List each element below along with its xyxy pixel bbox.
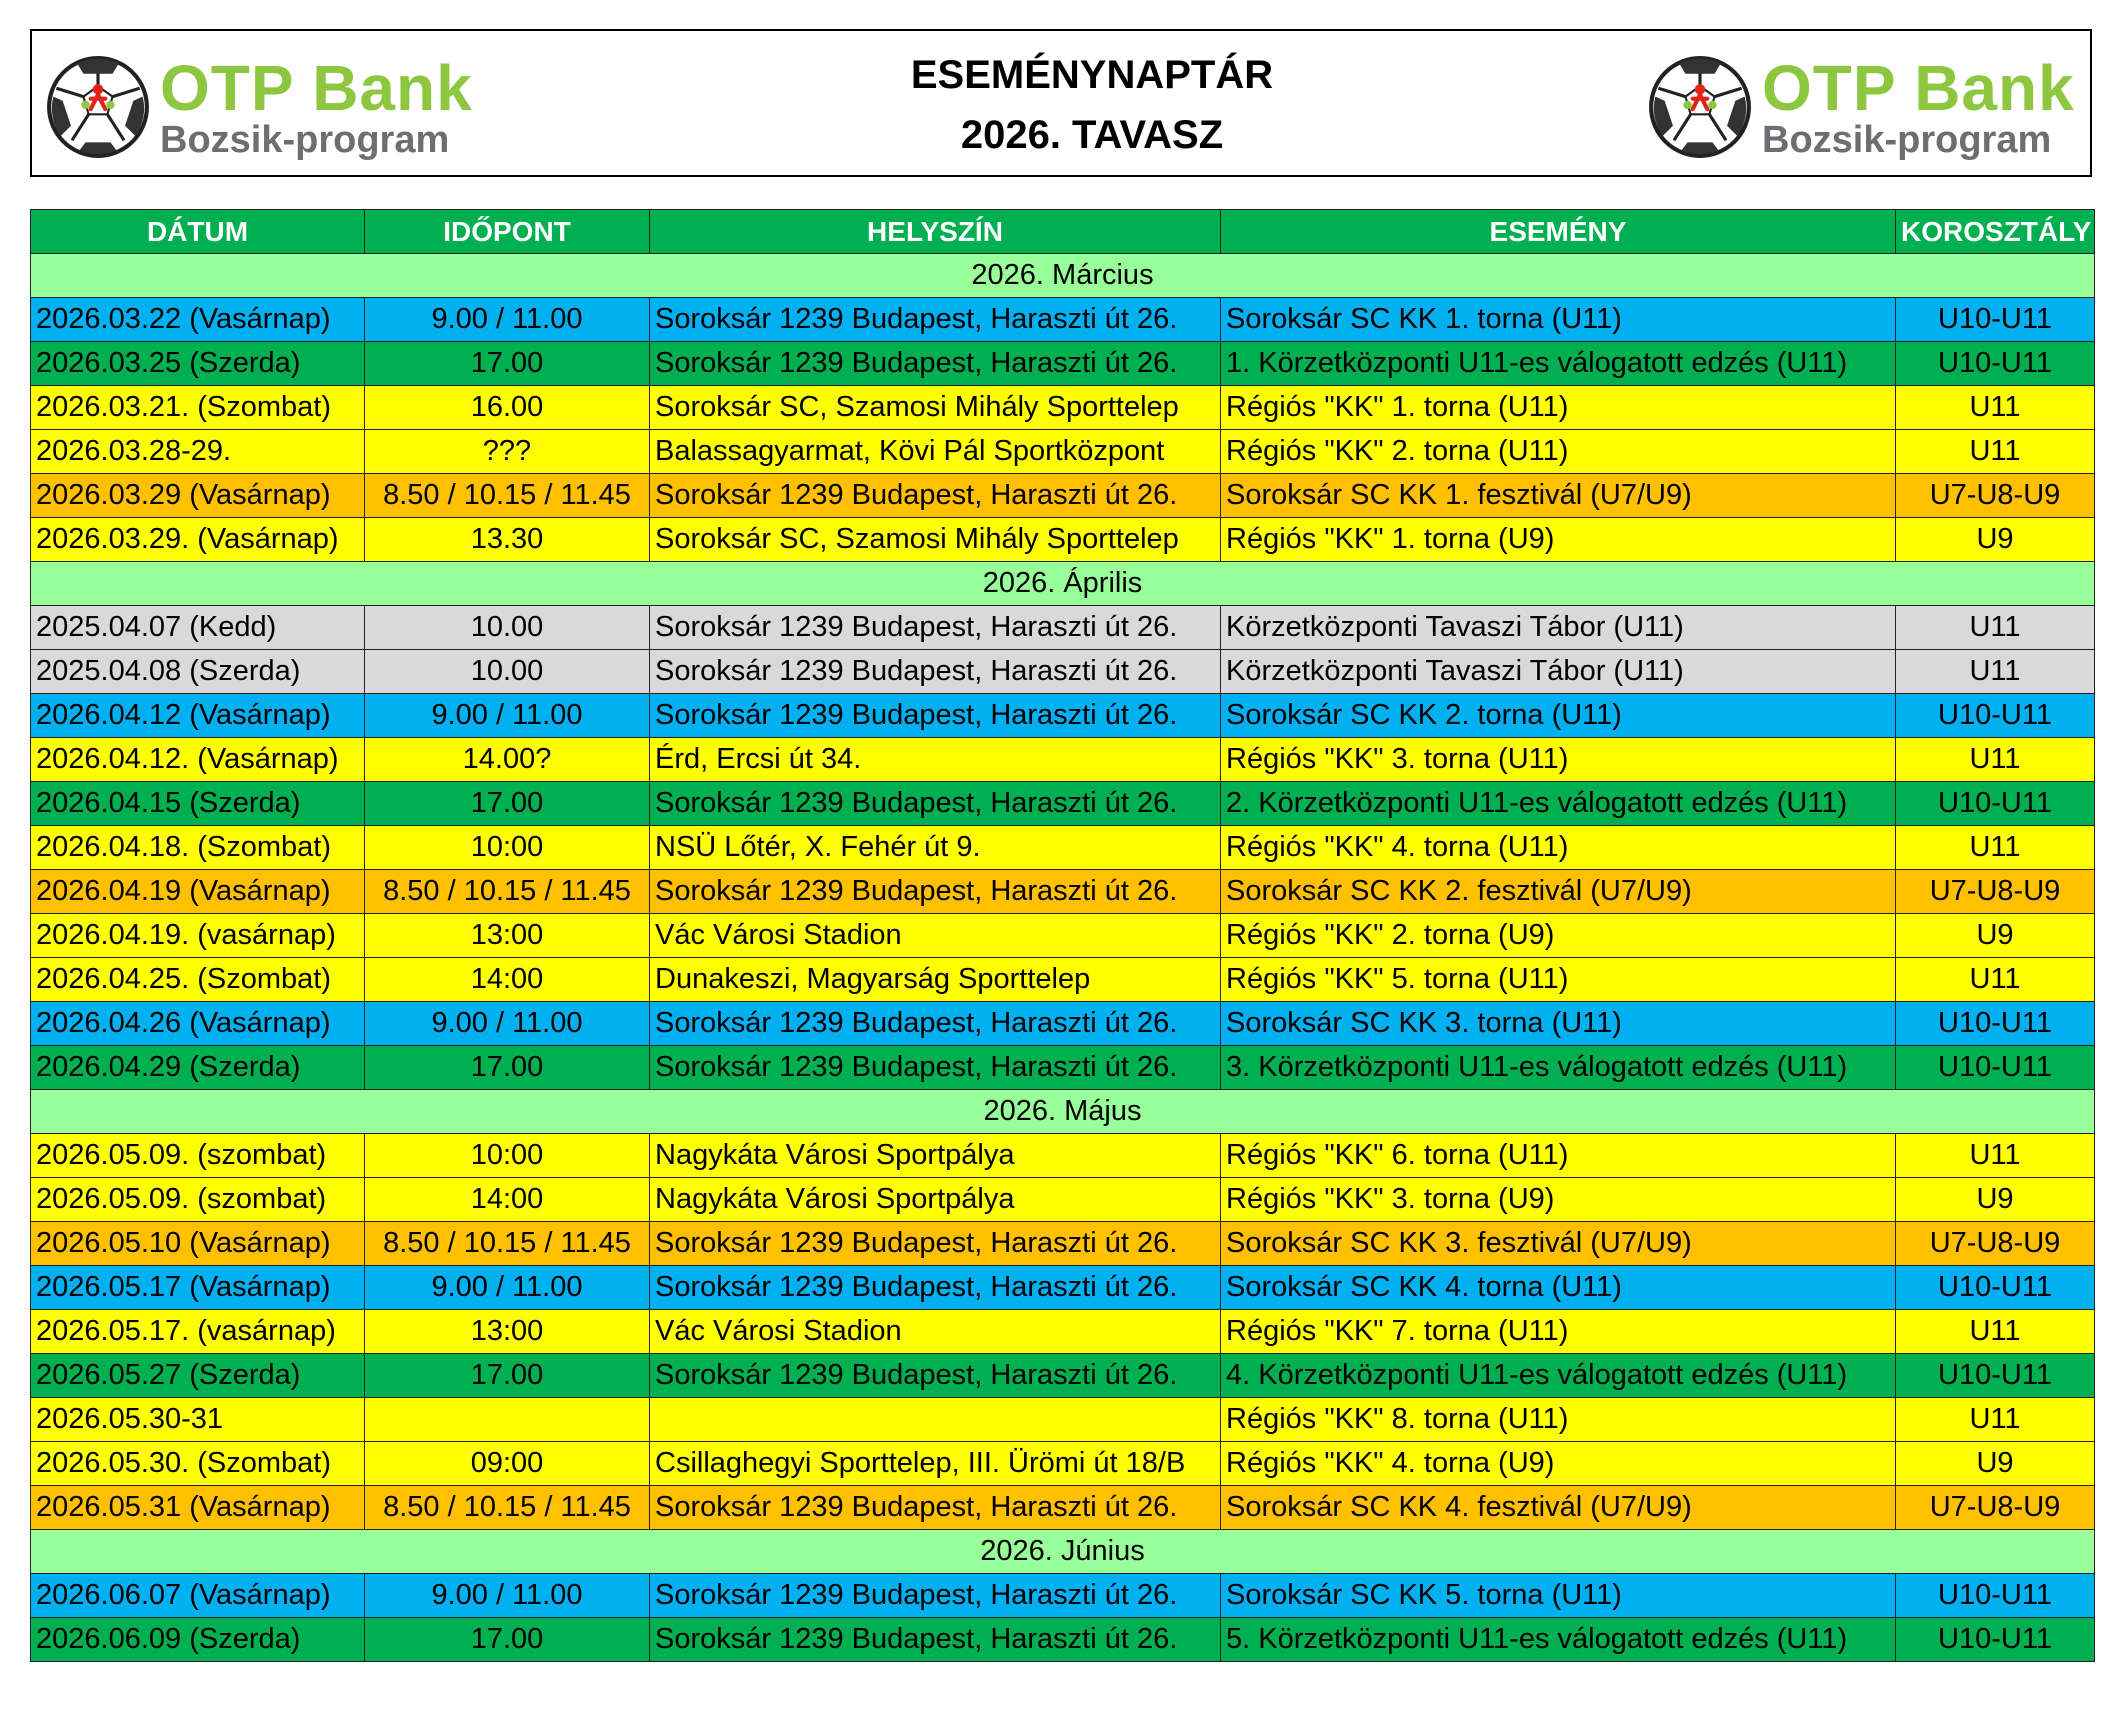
table-row	[31, 1178, 2095, 1222]
table-row	[31, 1222, 2095, 1266]
cell-date: 2026.06.09 (Szerda)	[31, 1618, 365, 1662]
cell-event: Soroksár SC KK 5. torna (U11)	[1221, 1574, 1896, 1618]
table-row	[31, 1398, 2095, 1442]
column-header-date: DÁTUM	[31, 210, 365, 254]
cell-event: Régiós "KK" 1. torna (U9)	[1221, 518, 1896, 562]
cell-date: 2026.05.17 (Vasárnap)	[31, 1266, 365, 1310]
cell-event: Régiós "KK" 4. torna (U11)	[1221, 826, 1896, 870]
table-row	[31, 606, 2095, 650]
cell-age-group: U11	[1896, 826, 2095, 870]
cell-date: 2026.04.29 (Szerda)	[31, 1046, 365, 1090]
column-header-event: ESEMÉNY	[1221, 210, 1896, 254]
table-row	[31, 430, 2095, 474]
cell-location: Soroksár 1239 Budapest, Haraszti út 26.	[650, 1222, 1221, 1266]
cell-event: Régiós "KK" 5. torna (U11)	[1221, 958, 1896, 1002]
cell-time	[365, 1398, 650, 1442]
cell-time: 9.00 / 11.00	[365, 1266, 650, 1310]
cell-event: Körzetközponti Tavaszi Tábor (U11)	[1221, 650, 1896, 694]
cell-date: 2026.04.12. (Vasárnap)	[31, 738, 365, 782]
cell-date: 2026.04.12 (Vasárnap)	[31, 694, 365, 738]
month-label: 2026. Március	[31, 254, 2095, 298]
cell-event: 1. Körzetközponti U11-es válogatott edzés (U11)	[1221, 342, 1896, 386]
cell-date: 2026.03.28-29.	[31, 430, 365, 474]
cell-age-group: U10-U11	[1896, 1002, 2095, 1046]
cell-age-group: U11	[1896, 386, 2095, 430]
column-header-age-group: KOROSZTÁLY	[1896, 210, 2095, 254]
cell-location: Soroksár 1239 Budapest, Haraszti út 26.	[650, 1486, 1221, 1530]
cell-location: Soroksár 1239 Budapest, Haraszti út 26.	[650, 1002, 1221, 1046]
cell-date: 2026.03.29 (Vasárnap)	[31, 474, 365, 518]
month-label: 2026. Május	[31, 1090, 2095, 1134]
cell-event: 3. Körzetközponti U11-es válogatott edzés (U11)	[1221, 1046, 1896, 1090]
table-row	[31, 1574, 2095, 1618]
cell-date: 2026.04.25. (Szombat)	[31, 958, 365, 1002]
cell-age-group: U11	[1896, 1398, 2095, 1442]
cell-event: Soroksár SC KK 3. torna (U11)	[1221, 1002, 1896, 1046]
soccer-ball-icon	[1648, 55, 1752, 159]
cell-age-group: U10-U11	[1896, 1574, 2095, 1618]
cell-location: Vác Városi Stadion	[650, 914, 1221, 958]
table-row	[31, 298, 2095, 342]
cell-age-group: U11	[1896, 430, 2095, 474]
cell-location: Soroksár SC, Szamosi Mihály Sporttelep	[650, 518, 1221, 562]
cell-time: 09:00	[365, 1442, 650, 1486]
cell-time: 17.00	[365, 1618, 650, 1662]
cell-event: 2. Körzetközponti U11-es válogatott edzés (U11)	[1221, 782, 1896, 826]
cell-event: Régiós "KK" 3. torna (U9)	[1221, 1178, 1896, 1222]
cell-location: NSÜ Lőtér, X. Fehér út 9.	[650, 826, 1221, 870]
cell-age-group: U11	[1896, 1310, 2095, 1354]
cell-location: Soroksár 1239 Budapest, Haraszti út 26.	[650, 606, 1221, 650]
cell-time: 10:00	[365, 1134, 650, 1178]
cell-location: Soroksár 1239 Budapest, Haraszti út 26.	[650, 1354, 1221, 1398]
cell-age-group: U10-U11	[1896, 1046, 2095, 1090]
cell-location: Soroksár 1239 Budapest, Haraszti út 26.	[650, 1266, 1221, 1310]
column-header-location: HELYSZÍN	[650, 210, 1221, 254]
table-row	[31, 474, 2095, 518]
cell-event: Régiós "KK" 3. torna (U11)	[1221, 738, 1896, 782]
cell-location: Soroksár 1239 Budapest, Haraszti út 26.	[650, 474, 1221, 518]
cell-time: 8.50 / 10.15 / 11.45	[365, 1222, 650, 1266]
page-subtitle: 2026. TAVASZ	[960, 113, 1224, 157]
header-box	[30, 29, 2092, 177]
cell-location: Nagykáta Városi Sportpálya	[650, 1134, 1221, 1178]
cell-age-group: U9	[1896, 914, 2095, 958]
cell-date: 2026.04.18. (Szombat)	[31, 826, 365, 870]
month-label: 2026. Június	[31, 1530, 2095, 1574]
table-row	[31, 826, 2095, 870]
cell-event: Régiós "KK" 8. torna (U11)	[1221, 1398, 1896, 1442]
table-row	[31, 1354, 2095, 1398]
cell-age-group: U7-U8-U9	[1896, 1222, 2095, 1266]
cell-age-group: U11	[1896, 958, 2095, 1002]
cell-date: 2026.05.09. (szombat)	[31, 1134, 365, 1178]
cell-age-group: U9	[1896, 1442, 2095, 1486]
table-row	[31, 1618, 2095, 1662]
table-body	[31, 254, 2095, 1662]
cell-date: 2026.05.17. (vasárnap)	[31, 1310, 365, 1354]
cell-event: Soroksár SC KK 4. fesztivál (U7/U9)	[1221, 1486, 1896, 1530]
cell-location: Soroksár 1239 Budapest, Haraszti út 26.	[650, 342, 1221, 386]
cell-time: 17.00	[365, 1046, 650, 1090]
cell-location	[650, 1398, 1221, 1442]
cell-location: Soroksár 1239 Budapest, Haraszti út 26.	[650, 1046, 1221, 1090]
cell-age-group: U7-U8-U9	[1896, 474, 2095, 518]
cell-event: Soroksár SC KK 1. torna (U11)	[1221, 298, 1896, 342]
table-header-row	[31, 210, 2095, 254]
cell-date: 2026.05.30. (Szombat)	[31, 1442, 365, 1486]
event-calendar-table	[30, 209, 2095, 1662]
cell-location: Dunakeszi, Magyarság Sporttelep	[650, 958, 1221, 1002]
month-separator-row	[31, 254, 2095, 298]
cell-age-group: U9	[1896, 518, 2095, 562]
cell-location: Soroksár SC, Szamosi Mihály Sporttelep	[650, 386, 1221, 430]
cell-date: 2026.03.25 (Szerda)	[31, 342, 365, 386]
table-row	[31, 1046, 2095, 1090]
cell-event: Soroksár SC KK 2. torna (U11)	[1221, 694, 1896, 738]
cell-age-group: U10-U11	[1896, 782, 2095, 826]
cell-age-group: U7-U8-U9	[1896, 1486, 2095, 1530]
cell-time: 10.00	[365, 606, 650, 650]
cell-age-group: U10-U11	[1896, 694, 2095, 738]
table-row	[31, 1266, 2095, 1310]
cell-date: 2025.04.08 (Szerda)	[31, 650, 365, 694]
cell-event: Soroksár SC KK 1. fesztivál (U7/U9)	[1221, 474, 1896, 518]
table-row	[31, 870, 2095, 914]
table-row	[31, 1486, 2095, 1530]
cell-time: 13:00	[365, 914, 650, 958]
cell-date: 2026.06.07 (Vasárnap)	[31, 1574, 365, 1618]
cell-location: Soroksár 1239 Budapest, Haraszti út 26.	[650, 1574, 1221, 1618]
table-row	[31, 650, 2095, 694]
brand-name: OTP Bank	[1762, 52, 2075, 124]
cell-time: 9.00 / 11.00	[365, 1574, 650, 1618]
cell-date: 2026.05.09. (szombat)	[31, 1178, 365, 1222]
cell-date: 2026.04.15 (Szerda)	[31, 782, 365, 826]
otp-bozsik-logo-right	[1648, 52, 2088, 165]
soccer-ball-icon	[46, 55, 150, 159]
cell-event: Soroksár SC KK 2. fesztivál (U7/U9)	[1221, 870, 1896, 914]
cell-location: Soroksár 1239 Budapest, Haraszti út 26.	[650, 1618, 1221, 1662]
table-row	[31, 1442, 2095, 1486]
table-row	[31, 694, 2095, 738]
cell-location: Soroksár 1239 Budapest, Haraszti út 26.	[650, 650, 1221, 694]
cell-date: 2026.03.21. (Szombat)	[31, 386, 365, 430]
cell-date: 2026.04.19. (vasárnap)	[31, 914, 365, 958]
cell-time: 14.00?	[365, 738, 650, 782]
cell-location: Soroksár 1239 Budapest, Haraszti út 26.	[650, 782, 1221, 826]
otp-bozsik-logo-left	[46, 52, 486, 165]
page-title: ESEMÉNYNAPTÁR	[910, 53, 1274, 97]
cell-time: 10:00	[365, 826, 650, 870]
cell-age-group: U11	[1896, 606, 2095, 650]
cell-event: Soroksár SC KK 4. torna (U11)	[1221, 1266, 1896, 1310]
cell-time: 8.50 / 10.15 / 11.45	[365, 474, 650, 518]
table-row	[31, 958, 2095, 1002]
cell-age-group: U10-U11	[1896, 1354, 2095, 1398]
program-name: Bozsik-program	[1762, 119, 2052, 161]
table-row	[31, 738, 2095, 782]
cell-age-group: U10-U11	[1896, 298, 2095, 342]
month-separator-row	[31, 1530, 2095, 1574]
cell-date: 2025.04.07 (Kedd)	[31, 606, 365, 650]
program-name: Bozsik-program	[160, 119, 450, 161]
cell-time: 13.30	[365, 518, 650, 562]
table-row	[31, 1134, 2095, 1178]
cell-event: 4. Körzetközponti U11-es válogatott edzés (U11)	[1221, 1354, 1896, 1398]
table-row	[31, 342, 2095, 386]
cell-location: Vác Városi Stadion	[650, 1310, 1221, 1354]
cell-time: 9.00 / 11.00	[365, 1002, 650, 1046]
cell-age-group: U9	[1896, 1178, 2095, 1222]
table-row	[31, 1002, 2095, 1046]
cell-event: Soroksár SC KK 3. fesztivál (U7/U9)	[1221, 1222, 1896, 1266]
cell-date: 2026.03.29. (Vasárnap)	[31, 518, 365, 562]
cell-time: 14:00	[365, 1178, 650, 1222]
cell-location: Nagykáta Városi Sportpálya	[650, 1178, 1221, 1222]
cell-location: Soroksár 1239 Budapest, Haraszti út 26.	[650, 870, 1221, 914]
cell-time: 9.00 / 11.00	[365, 694, 650, 738]
cell-time: 9.00 / 11.00	[365, 298, 650, 342]
cell-date: 2026.05.27 (Szerda)	[31, 1354, 365, 1398]
cell-time: 17.00	[365, 342, 650, 386]
cell-age-group: U11	[1896, 1134, 2095, 1178]
cell-event: 5. Körzetközponti U11-es válogatott edzés (U11)	[1221, 1618, 1896, 1662]
cell-date: 2026.05.10 (Vasárnap)	[31, 1222, 365, 1266]
column-header-time: IDŐPONT	[365, 210, 650, 254]
cell-location: Soroksár 1239 Budapest, Haraszti út 26.	[650, 694, 1221, 738]
table-row	[31, 386, 2095, 430]
cell-time: 10.00	[365, 650, 650, 694]
cell-age-group: U10-U11	[1896, 1618, 2095, 1662]
cell-time: ???	[365, 430, 650, 474]
cell-date: 2026.04.19 (Vasárnap)	[31, 870, 365, 914]
cell-event: Régiós "KK" 6. torna (U11)	[1221, 1134, 1896, 1178]
cell-event: Régiós "KK" 7. torna (U11)	[1221, 1310, 1896, 1354]
table-row	[31, 782, 2095, 826]
table-row	[31, 914, 2095, 958]
cell-date: 2026.04.26 (Vasárnap)	[31, 1002, 365, 1046]
cell-event: Régiós "KK" 4. torna (U9)	[1221, 1442, 1896, 1486]
cell-age-group: U7-U8-U9	[1896, 870, 2095, 914]
brand-name: OTP Bank	[160, 52, 473, 124]
cell-event: Régiós "KK" 1. torna (U11)	[1221, 386, 1896, 430]
cell-location: Érd, Ercsi út 34.	[650, 738, 1221, 782]
cell-age-group: U10-U11	[1896, 1266, 2095, 1310]
cell-event: Régiós "KK" 2. torna (U11)	[1221, 430, 1896, 474]
cell-time: 8.50 / 10.15 / 11.45	[365, 1486, 650, 1530]
table-row	[31, 1310, 2095, 1354]
cell-date: 2026.05.30-31	[31, 1398, 365, 1442]
cell-time: 8.50 / 10.15 / 11.45	[365, 870, 650, 914]
cell-time: 13:00	[365, 1310, 650, 1354]
cell-age-group: U10-U11	[1896, 342, 2095, 386]
month-label: 2026. Április	[31, 562, 2095, 606]
cell-time: 17.00	[365, 1354, 650, 1398]
cell-time: 14:00	[365, 958, 650, 1002]
month-separator-row	[31, 562, 2095, 606]
cell-location: Csillaghegyi Sporttelep, III. Ürömi út 18/B	[650, 1442, 1221, 1486]
cell-event: Régiós "KK" 2. torna (U9)	[1221, 914, 1896, 958]
cell-event: Körzetközponti Tavaszi Tábor (U11)	[1221, 606, 1896, 650]
cell-location: Soroksár 1239 Budapest, Haraszti út 26.	[650, 298, 1221, 342]
cell-location: Balassagyarmat, Kövi Pál Sportközpont	[650, 430, 1221, 474]
month-separator-row	[31, 1090, 2095, 1134]
cell-time: 17.00	[365, 782, 650, 826]
cell-date: 2026.03.22 (Vasárnap)	[31, 298, 365, 342]
cell-date: 2026.05.31 (Vasárnap)	[31, 1486, 365, 1530]
cell-time: 16.00	[365, 386, 650, 430]
cell-age-group: U11	[1896, 650, 2095, 694]
cell-age-group: U11	[1896, 738, 2095, 782]
table-row	[31, 518, 2095, 562]
